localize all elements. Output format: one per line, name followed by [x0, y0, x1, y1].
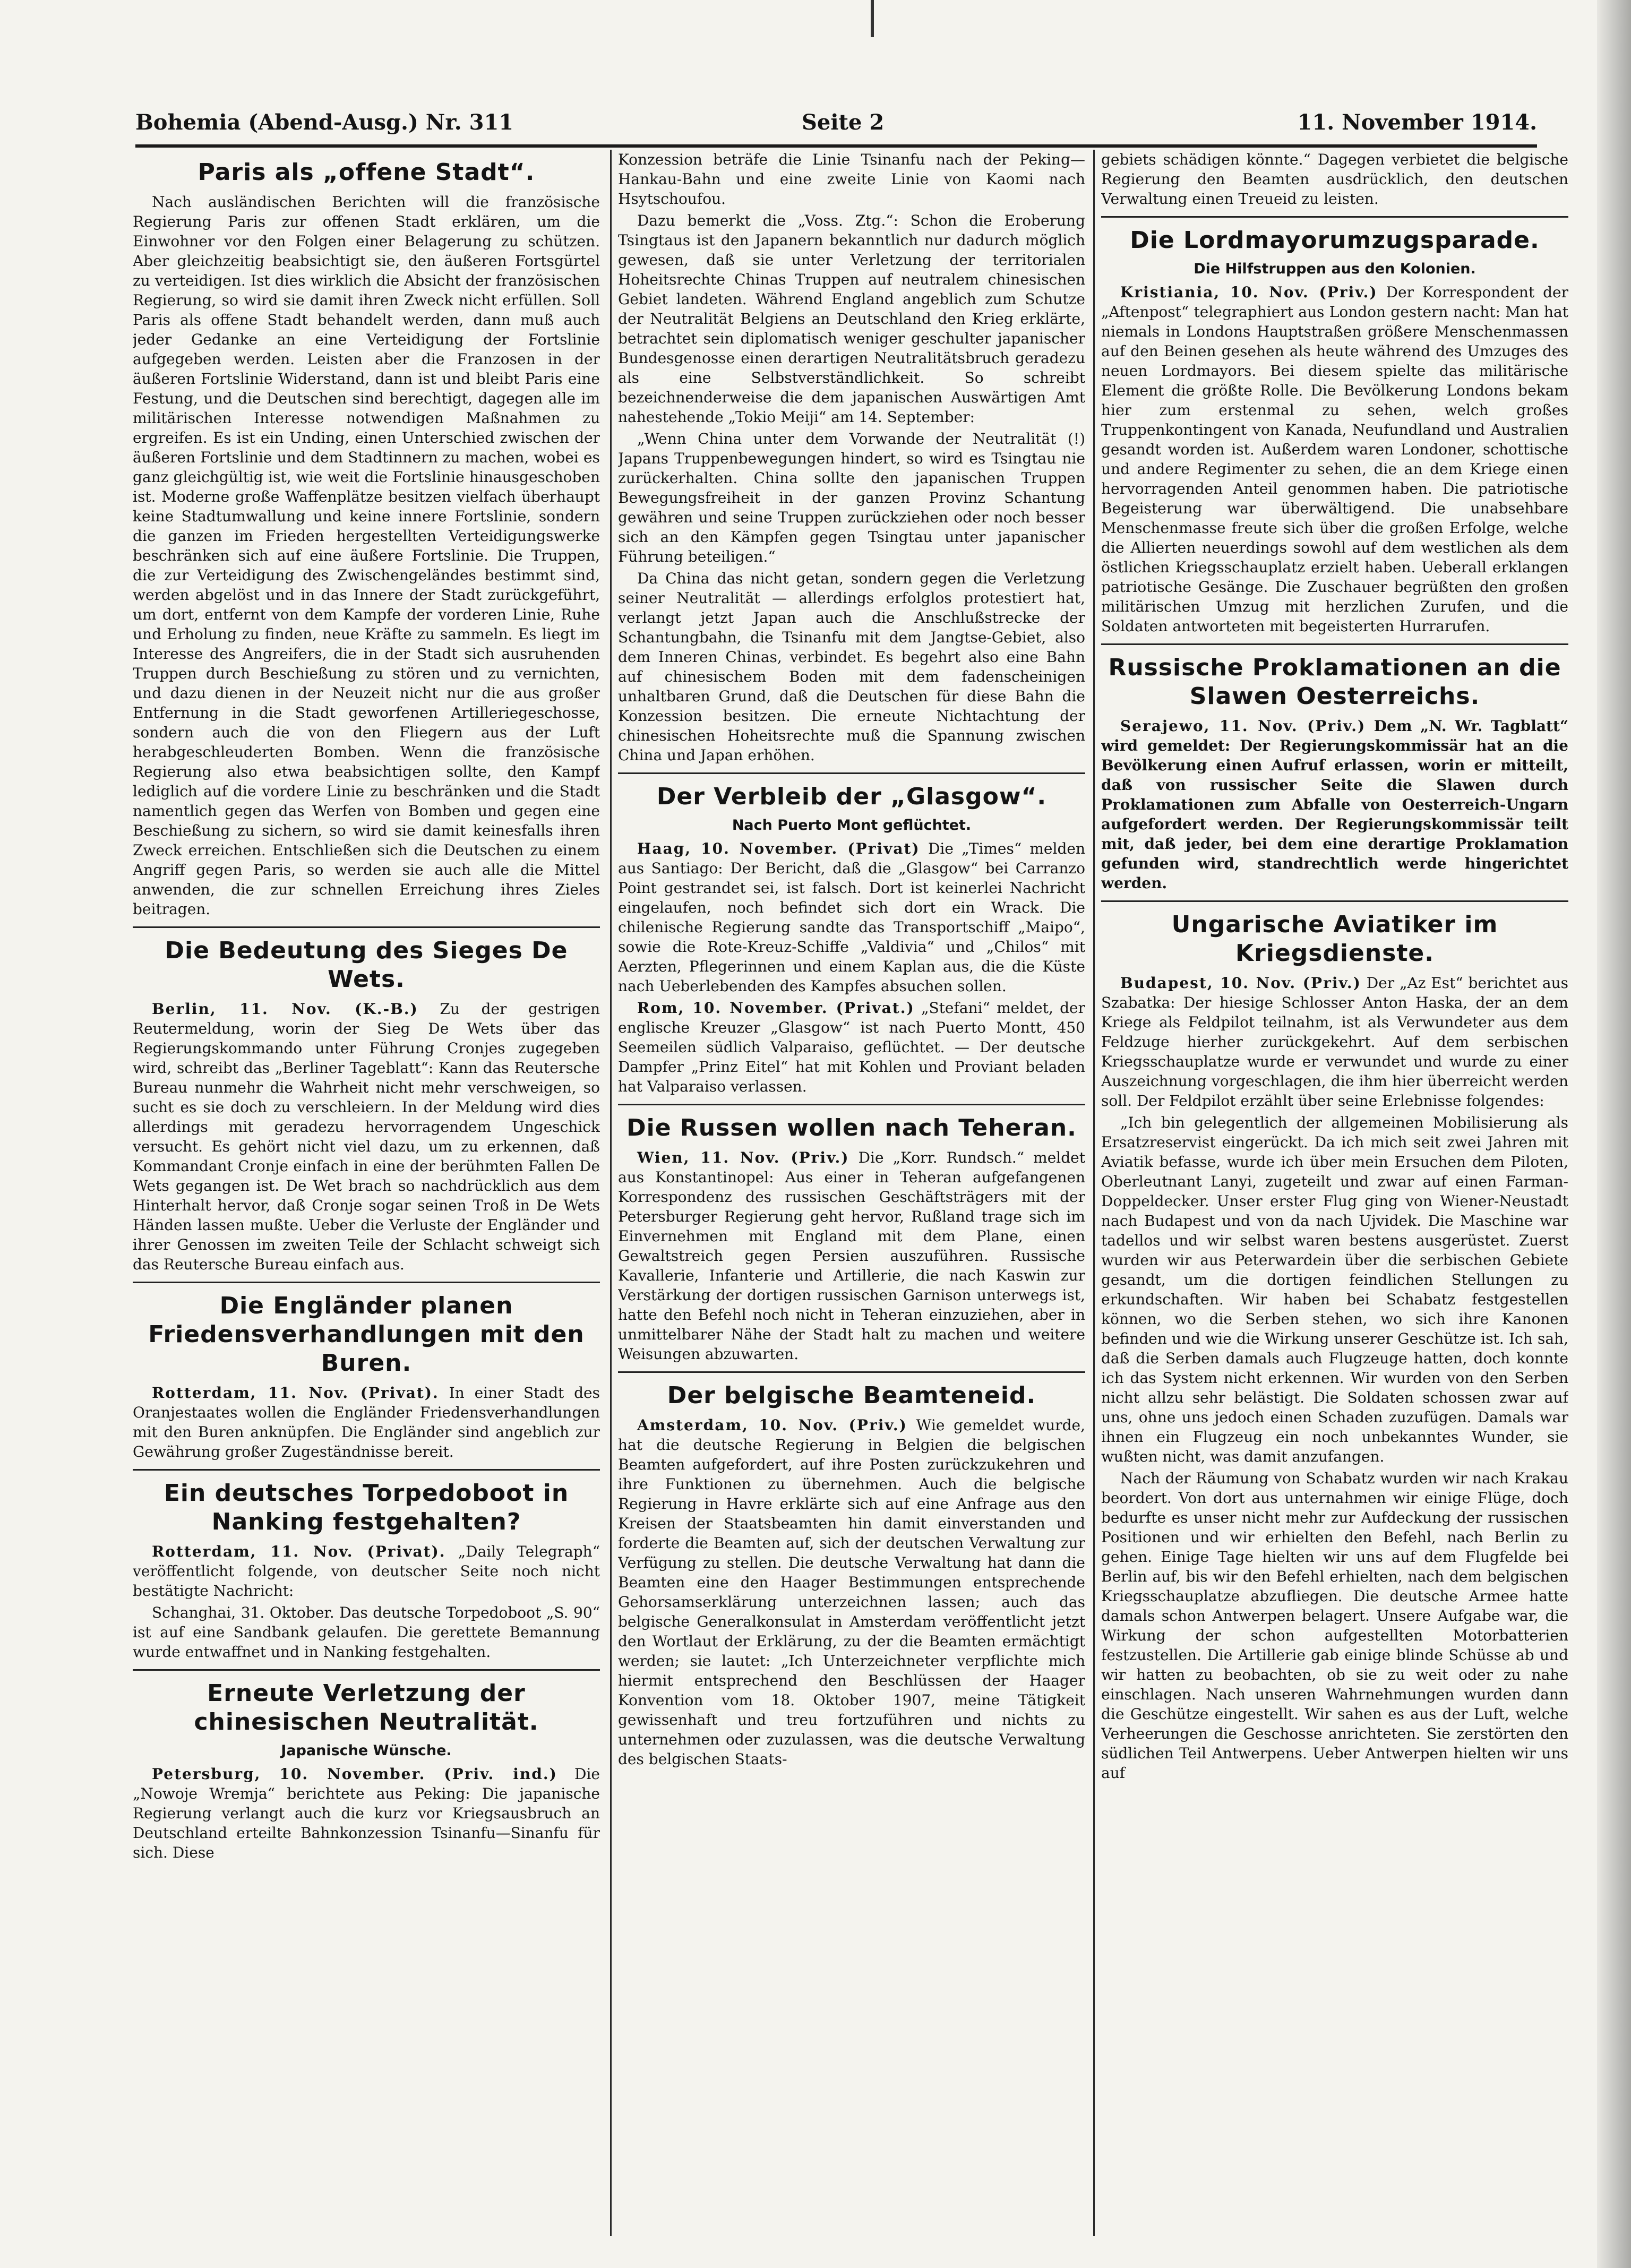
article-china-p3: „Wenn China unter dem Vorwande der Neutralität (!) Japans Truppenbewegungen hindert, so wird es Tsingtau nie zurückerhalten. China sollte den japanischen Truppen Bewegungsfreiheit in der ganzen Provinz Schantung gewähren und seine Truppen zurückziehen oder noch besser sich an den Kämpfen gegen Tsingtau unter japanischer Führung beteiligen.“: [618, 430, 1085, 565]
article-aviatiker-body: [1101, 973, 1568, 1111]
article-china-continued: Konzession beträfe die Linie Tsinanfu nach der Peking—Hankau-Bahn und eine zweite Linie von Kaomi nach Hsytschoufou.: [618, 151, 1085, 208]
headline-teheran: Die Russen wollen nach Teheran.: [626, 1114, 1077, 1141]
masthead: [135, 101, 1537, 143]
article-china-body: [133, 1764, 600, 1862]
article-divider: [618, 1104, 1085, 1105]
article-text: In einer Stadt des Oranjestaates wollen die Engländer Friedensverhandlungen mit den Buren anknüpfen. Die Engländer sind angeblich zur Gewährung großer Zugeständnisse bereit.: [133, 1384, 600, 1461]
headline-china: Erneute Verletzung der chinesischen Neutralität.: [194, 1680, 539, 1736]
article-buren-body: [133, 1383, 600, 1462]
top-rule: [135, 144, 1537, 148]
column-3: [1101, 150, 1568, 2236]
article-teheran-body: [618, 1148, 1085, 1364]
article-beamteneid-body: [618, 1415, 1085, 1769]
headline-aviatiker: Ungarische Aviatiker im Kriegsdienste.: [1171, 911, 1498, 967]
article-divider: [133, 1669, 600, 1671]
scan-edge: [1597, 0, 1631, 2268]
article-divider: [1101, 900, 1568, 902]
headline-paris: Paris als „offene Stadt“.: [198, 159, 535, 186]
masthead-date: 11. November 1914.: [1297, 109, 1537, 135]
article-divider: [133, 1282, 600, 1283]
subhead-lordmayor: Die Hilfstruppen aus den Kolonien.: [1194, 261, 1476, 277]
headline-proklamationen: Russische Proklamationen an die Slawen Oesterreichs.: [1108, 654, 1561, 710]
article-divider: [1101, 216, 1568, 218]
article-china-p2: Dazu bemerkt die „Voss. Ztg.“: Schon die Eroberung Tsingtaus ist den Japanern bekanntlich nur dadurch möglich gewesen, daß sie unter Verletzung der territorialen Hoheitsrechte Chinas Truppen auf neutralem chinesischen Gebiet landeten. Während England angeblich zum Schutze der Neutralität Belgiens an Deutschland den Krieg erklärte, betrachtet sein diplomatisch weniger geschulter japanischer Bundesgenosse einen derartigen Neutralitätsbruch geradezu als eine Selbstverständlichkeit. So schreibt bezeichnenderweise die dem japanischen Auswärtigen Amt nahestehende „Tokio Meiji“ am 14. September:: [618, 212, 1085, 426]
article-divider: [133, 1469, 600, 1471]
article-text: Die „Nowoje Wremja“ berichtete aus Peking: Die japanische Regierung verlangt auch die kurz vor Kriegsausbruch an Deutschland erteilte Bahnkonzession Tsinanfu—Sinanfu für sich. Diese: [133, 1765, 600, 1861]
article-china-p4: Da China das nicht getan, sondern gegen die Verletzung seiner Neutralität — allerdings erfolglos protestiert hat, verlangt jetzt Japan auch die Anschlußstrecke der Schantungbahn, die Tsinanfu mit dem Jangtse-Gebiet, also dem Inneren Chinas, verbindet. Es begehrt also eine Bahn auf chinesischem Boden mit dem fadenscheinigen unhaltbaren Grund, daß die Deutschen für diese Bahn die Konzession besitzen. Die erneute Nichtachtung der chinesischen Hoheitsrechte muß die Spannung zwischen China und Japan erhöhen.: [618, 570, 1085, 764]
article-torpedoboot-quote: Schanghai, 31. Oktober. Das deutsche Torpedoboot „S. 90“ ist auf eine Sandbank gelaufen. Die gerettete Bemannung wurde entwaffnet und in Nanking festgehalten.: [133, 1604, 600, 1661]
masthead-page: Seite 2: [802, 109, 885, 135]
dateline: Rotterdam, 11. Nov. (Privat).: [152, 1384, 439, 1402]
headline-buren: Die Engländer planen Friedensverhandlungen mit den Buren.: [148, 1292, 585, 1377]
article-de-wet-body: [133, 999, 600, 1274]
dateline: Haag, 10. November. (Privat): [637, 840, 920, 857]
article-text: Der „Az Est“ berichtet aus Szabatka: Der hiesige Schlosser Anton Haska, der an dem Kriege als Feldpilot teilnahm, ist als Verwundeter aus dem Feldzuge hierher zurückgekehrt. Auf dem serbischen Kriegsschauplatze wurde er verwundet und wurde zu einer Auszeichnung vorgeschlagen, die ihm hier überreicht werden soll. Der Feldpilot erzählt über seine Erlebnisse folgendes:: [1101, 974, 1568, 1110]
article-text: „Daily Telegraph“ veröffentlicht folgende, von deutscher Seite noch nicht bestätigte Nachricht:: [133, 1543, 600, 1600]
article-aviatiker-p3: Nach der Räumung von Schabatz wurden wir nach Krakau beordert. Von dort aus unternahmen wir einige Flüge, doch bedurfte es unser nicht mehr zur Aufdeckung der russischen Positionen und wir erhielten den Befehl, nach Berlin zu gehen. Einige Tage hielten wir uns auf dem Flugfelde bei Berlin auf, bis wir den Befehl erhielten, nach dem belgischen Kriegsschauplatze abzufliegen. Die deutsche Armee hatte damals schon Antwerpen belagert. Unsere Aufgabe war, die Wirkung der schon aufgestellten Motorbatterien festzustellen. Die Artillerie gab einige blinde Schüsse ab und wir hatten zu beobachten, ob sie zu weit oder zu nahe einschlagen. Nach unseren Wahrnehmungen wurden dann die Geschütze eingestellt. Wir sahen es aus der Luft, welche Verheerungen die Geschosse anrichteten. Sie zerstörten den südlichen Teil Antwerpens. Ueber Antwerpen hielten wir uns auf: [1101, 1470, 1568, 1782]
headline-lordmayor: Die Lordmayorumzugsparade.: [1130, 227, 1540, 254]
column-1: [133, 150, 600, 2236]
subhead-china: Japanische Wünsche.: [281, 1742, 452, 1759]
scan-mark: [871, 0, 874, 37]
article-proklamationen-body: [1101, 716, 1568, 893]
dateline: Rotterdam, 11. Nov. (Privat).: [152, 1543, 446, 1560]
article-text: „Stefani“ meldet, der englische Kreuzer „Glasgow“ ist nach Puerto Montt, 450 Seemeilen südlich Valparaiso, geflüchtet. — Der deutsche Dampfer „Prinz Eitel“ hat mit Kohlen und Proviant beladen hat Valparaiso verlassen.: [618, 999, 1085, 1095]
article-beamteneid-continued: gebiets schädigen könnte.“ Dagegen verbietet die belgische Regierung den Beamten ausdrücklich, den deutschen Verwaltung einen Treueid zu leisten.: [1101, 151, 1568, 208]
headline-torpedoboot: Ein deutsches Torpedoboot in Nanking festgehalten?: [164, 1480, 569, 1535]
dateline: Berlin, 11. Nov. (K.-B.): [152, 1000, 418, 1018]
dateline: Kristiania, 10. Nov. (Priv.): [1120, 284, 1378, 301]
column-2: [618, 150, 1085, 2236]
article-text: Dem „N. Wr. Tagblatt“ wird gemeldet: Der Regierungskommissär hat an die Bevölkerung einen Aufruf erlassen, worin er mitteilt, daß von russischer Seite die Slawen durch Proklamationen zum Abfalle von Oesterreich-Ungarn aufgefordert werden. Der Regierungskommissär teilt mit, daß jeder, bei dem eine derartige Proklamation gefunden wird, standrechtlich werde hingerichtet werden.: [1101, 717, 1568, 892]
dateline: Amsterdam, 10. Nov. (Priv.): [637, 1416, 907, 1434]
headline-beamteneid: Der belgische Beamteneid.: [667, 1382, 1036, 1409]
article-divider: [618, 772, 1085, 774]
dateline: Serajewo, 11. Nov. (Priv.): [1120, 717, 1366, 735]
article-aviatiker-p2: „Ich bin gelegentlich der allgemeinen Mobilisierung als Ersatzreservist eingerückt. Da ich mich seit zwei Jahren mit Aviatik befasse, wurde ich über mein Ersuchen dem Piloten, Oberleutnant Lanyi, zugeteilt und zwar auf einen Farman-Doppeldecker. Unser erster Flug ging von Wiener-Neustadt nach Budapest und von da nach Ujvidek. Die Maschine war tadellos und wir selbst waren bestens ausgerüstet. Zuerst wurden wir aus Peterwardein über die serbischen Gebiete gesandt, um die dortigen feindlichen Stellungen zu erkundschaften. Wir haben bei Schabatz festgestellen können, wo die Serben stehen, wo sich ihre Kanonen befinden und wie die Wirkung unserer Geschütze ist. Ich sah, daß die Serben damals auch Flugzeuge hatten, doch konnte ich das System nicht erkennen. Wir wurden von den Serben nicht allzu sehr belästigt. Die Soldaten schossen zwar auf uns, ohne uns jedoch einen Schaden zuzufügen. Damals war ihnen ein Flugzeug ein noch unbekanntes Wunder, sie wußten nicht, was damit anzufangen.: [1101, 1114, 1568, 1465]
headline-glasgow: Der Verbleib der „Glasgow“.: [656, 783, 1047, 810]
article-glasgow-body: [618, 839, 1085, 996]
article-text: Der Korrespondent der „Aftenpost“ telegraphiert aus London gestern nacht: Man hat niemals in Londons Hauptstraßen größere Menschenmassen auf den Beinen gesehen als heute während des Umzuges des neuen Lordmayors. Bei diesem spielte das militärische Element die größte Rolle. Die Bevölkerung Londons bekam hier zum erstenmal zu sehen, welch großes Truppenkontingent von Kanada, Neufundland und Australien gesandt worden ist. Außerdem waren Londoner, schottische und andere Regimenter zu sehen, die an dem Kriege einen hervorragenden Anteil genommen haben. Die patriotische Begeisterung war überwältigend. Die unabsehbare Menschenmasse freute sich über die großen Erfolge, welche die Allierten neuerdings sowohl auf dem westlichen als dem östlichen Kriegsschauplatz erzielt haben. Ueberall erklangen patriotische Gesänge. Die Zuschauer begrüßten den großen militärischen Umzug mit herzlichen Zurufen, und die Soldaten antworteten mit begeisterten Hurrarufen.: [1101, 284, 1568, 635]
dateline: Wien, 11. Nov. (Priv.): [637, 1149, 849, 1166]
article-text: Die „Times“ melden aus Santiago: Der Bericht, daß die „Glasgow“ bei Carranzo Point gestrandet sei, ist falsch. Dort ist keinerlei Nachricht eingelaufen, noch befindet sich dort ein Wrack. Die chilenische Regierung sandte das Transportschiff „Maipo“, sowie die Rote-Kreuz-Schiffe „Valdivia“ und „Chilos“ mit Aerzten, Pflegerinnen und einem Kaplan aus, die die Küste nach Ueberlebenden des Kampfes absuchen sollen.: [618, 840, 1085, 995]
article-text: Zu der gestrigen Reutermeldung, worin der Sieg De Wets über das Regierungskommando unter Führung Cronjes zugegeben wird, schreibt das „Berliner Tageblatt“: Kann das Reutersche Bureau nunmehr die Wahrheit nicht mehr verschweigen, so sucht es sie doch zu verschleiern. In der Meldung wird dies allerdings mit geradezu hervorragendem Ungeschick versucht. Es gehört nicht viel dazu, um zu erkennen, daß Kommandant Cronje einfach in eine der berühmten Fallen De Wets gegangen ist. De Wet brach so nachdrücklich aus dem Hinterhalt hervor, daß Cronje sogar seinen Troß in De Wets Händen lassen mußte. Ueber die Verluste der Engländer und ihrer Genossen im zweiten Teile der Schlacht schweigt sich das Reutersche Bureau einfach aus.: [133, 1000, 600, 1273]
article-text: Wie gemeldet wurde, hat die deutsche Regierung in Belgien die belgischen Beamten aufgefordert, auf ihre Posten zurückzukehren und ihre Funktionen zu übernehmen. Auch die belgische Regierung in Havre erklärte sich auf eine Anfrage aus den Kreisen der Staatsbeamten hin damit einverstanden und forderte die Beamten auf, sich der deutschen Verwaltung zur Verfügung zu stellen. Die deutsche Verwaltung hat dann die Beamten eine den Haager Bestimmungen entsprechende Gehorsamserklärung unterzeichnen lassen; auch das belgische Generalkonsulat in Amsterdam veröffentlicht jetzt den Wortlaut der Erklärung, zu der die Beamten ermächtigt werden; sie lautet: „Ich Unterzeichneter verpflichte mich hiermit entsprechend den Beschlüssen der Haager Konvention vom 18. Oktober 1907, meine Tätigkeit gewissenhaft und treu fortzuführen und nichts zu unternehmen oder zuzulassen, was die deutsche Verwaltung des belgischen Staats-: [618, 1416, 1085, 1768]
dateline: Rom, 10. November. (Privat.): [637, 999, 915, 1017]
subhead-glasgow: Nach Puerto Mont geflüchtet.: [732, 817, 972, 834]
headline-de-wet: Die Bedeutung des Sieges De Wets.: [165, 937, 568, 993]
article-divider: [618, 1371, 1085, 1373]
masthead-paper: Bohemia (Abend-Ausg.) Nr. 311: [135, 109, 514, 135]
article-glasgow-body2: [618, 998, 1085, 1096]
dateline: Petersburg, 10. November. (Priv. ind.): [152, 1765, 557, 1783]
column-rule: [610, 150, 612, 2236]
article-text: Die „Korr. Rundsch.“ meldet aus Konstantinopel: Aus einer in Teheran aufgefangenen Korrespondenz des russischen Geschäftsträgers mit der Petersburger Regierung geht hervor, Rußland trage sich im Einvernehmen mit England mit dem Plane, einen Gewaltstreich gegen Persien auszuführen. Russische Kavallerie, Infanterie und Artillerie, die nach Kaswin zur Verstärkung der dortigen russischen Garnison unterwegs ist, hatte den Befehl noch nicht in Teheran einzuziehen, aber in unmittelbarer Nähe der Stadt halt zu machen und weitere Weisungen abzuwarten.: [618, 1149, 1085, 1363]
article-torpedoboot-body: [133, 1542, 600, 1601]
article-divider: [133, 926, 600, 928]
article-lordmayor-body: [1101, 282, 1568, 636]
column-rule: [1093, 150, 1095, 2236]
article-paris-body: Nach ausländischen Berichten will die französische Regierung Paris zur offenen Stadt erklären, um die Einwohner vor den Folgen einer Belagerung zu schützen. Aber gleichzeitig beabsichtigt sie, den äußeren Fortsgürtel zu verteidigen. Ist dies wirklich die Absicht der französischen Regierung, so wird sie damit ihren Zweck nicht erfüllen. Soll Paris als offene Stadt behandelt werden, dann muß auch jeder Gedanke an eine Verteidigung der Fortslinie aufgegeben werden. Leisten aber die Franzosen in der äußeren Fortslinie Widerstand, dann ist und bleibt Paris eine Festung, und die Deutschen sind berechtigt, dagegen alle im militärischen Interesse notwendigen Maßnahmen zu ergreifen. Es ist ein Unding, einen Unterschied zwischen der äußeren Fortslinie und dem Stadtinnern zu machen, wobei es ganz gleichgültig ist, wie weit die Fortslinie hinausgeschoben ist. Moderne große Waffenplätze besitzen vielfach überhaupt keine Stadtumwallung und keine innere Fortslinie, sondern die ganzen im Frieden hergestellten Verteidigungswerke beschränken sich auf eine äußere Fortslinie. Die Truppen, die zur Verteidigung des Zwischengeländes bestimmt sind, werden abgelöst und in das Innere der Stadt zurückgeführt, um dort, entfernt von dem Kampfe der vorderen Linie, Ruhe und Erholung zu finden, neue Kräfte zu sammeln. Es liegt im Interesse des Angreifers, die in der Stadt sich ausruhenden Truppen durch Beschießung zu stören und zu vernichten, und dazu dienen in der Neuzeit nicht nur die aus großer Entfernung in die Stadt geworfenen Artilleriegeschosse, sondern auch die von den Fliegern aus der Luft herabgeschleuderten Bomben. Wenn die französische Regierung also etwa beabsichtigen sollte, den Kampf lediglich auf die vordere Linie zu beschränken und die Stadt namentlich gegen das Werfen von Bomben und gegen eine Beschießung zu sichern, so wird sie damit keinesfalls ihren Zweck erreichen. Entschließen sich die Deutschen zu einem Angriff gegen Paris, so werden sie auch alle die Mittel anwenden, die zur schnellen Erreichung ihres Zieles beitragen.: [133, 193, 600, 918]
dateline: Budapest, 10. Nov. (Priv.): [1120, 974, 1361, 992]
article-divider: [1101, 643, 1568, 645]
